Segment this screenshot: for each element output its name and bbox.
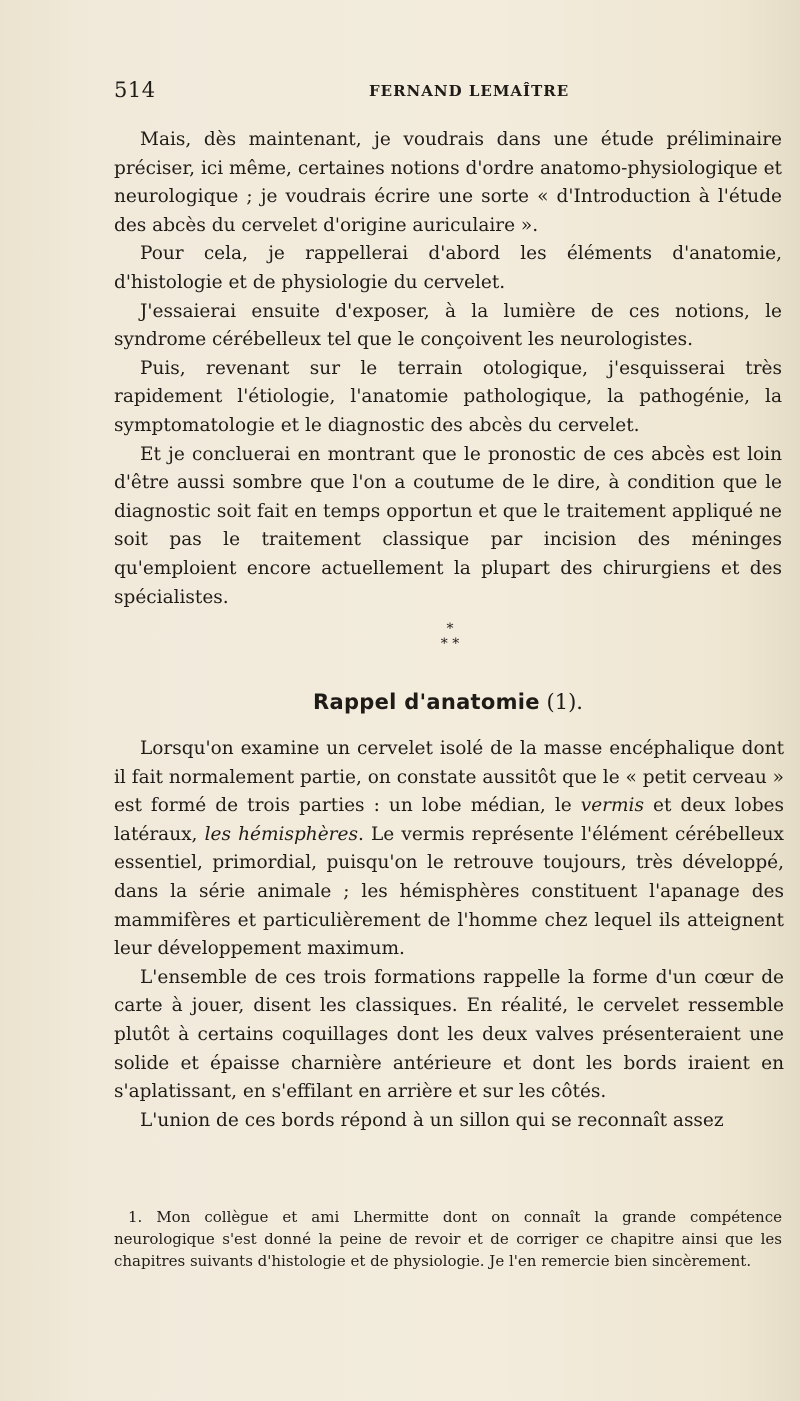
paragraph: L'union de ces bords répond à un sillon qui se reconnaît assez <box>140 1109 724 1131</box>
running-head: FERNAND LEMAÎTRE <box>369 82 570 100</box>
text-run: Lorsqu'on examine un cervelet isolé de la masse encéphalique dont il fait normalement partie, on constate aussitôt que le « petit cerveau » est formé de trois parties : un lobe médian, le <box>114 738 784 817</box>
text-run: . Le vermis représente l'élément cérébelleux essentiel, primordial, puisqu'on le retrouve toujours, très développé, dans la série animale ; les hémisphères constituent l'apanage des mammifères et particulièrement de l'homme chez lequel ils atteignent leur développement maximum. <box>114 823 784 960</box>
paragraph: Et je concluerai en montrant que le pronostic de ces abcès est loin d'être aussi sombre que l'on a coutume de le dire, à condition que le diagnostic soit fait en temps opportun et que le traitement appliqué ne soit pas le traitement classique par incision des méninges qu'emploient encore actuellement la plupart des chirurgiens et des spécialistes. <box>114 443 782 608</box>
anatomy-text <box>114 735 784 1135</box>
section-heading <box>114 690 782 714</box>
footnote-reference: (1). <box>546 690 583 714</box>
footnote <box>114 1206 782 1272</box>
text-run: et deux lobes latéraux, <box>114 795 784 845</box>
page-header <box>114 78 778 104</box>
paragraph: Puis, revenant sur le terrain otologique, j'esquisserai très rapidement l'étiologie, l'anatomie pathologique, la pathogénie, la symptomatologie et le diagnostic des abcès du cervelet. <box>114 357 782 436</box>
paragraph: Pour cela, je rappellerai d'abord les éléments d'anatomie, d'histologie et de physiologie du cervelet. <box>114 243 782 293</box>
footnote-text: Mon collègue et ami Lhermitte dont on connaît la grande compétence neurologique s'est donné la peine de revoir et de corriger ce chapitre ainsi que les chapitres suivants d'histologie et de physiologie. Je l'en remercie bien sincèrement. <box>114 1208 782 1270</box>
page-number: 514 <box>114 78 156 102</box>
asterism-divider <box>420 622 480 662</box>
italic-term-hemispheres: les hémisphères <box>204 823 358 845</box>
asterism-top: * <box>446 621 454 637</box>
italic-term-vermis: vermis <box>580 795 644 817</box>
paragraph: Mais, dès maintenant, je voudrais dans une étude préliminaire préciser, ici même, certaines notions d'ordre anatomo-physiologique et neurologique ; je voudrais écrire une sorte « d'Introduction à l'étude des abcès du cervelet d'origine auriculaire ». <box>114 129 782 236</box>
paragraph: J'essaierai ensuite d'exposer, à la lumière de ces notions, le syndrome cérébelleux tel que le conçoivent les neurologistes. <box>114 300 782 351</box>
intro-text <box>114 126 782 612</box>
paragraph <box>114 735 784 964</box>
paragraph: L'ensemble de ces trois formations rappelle la forme d'un cœur de carte à jouer, disent les classiques. En réalité, le cervelet ressemble plutôt à certains coquillages dont les deux valves présenteraient une solide et épaisse charnière antérieure et dont les bords iraient en s'aplatissant, en s'effilant en arrière et sur les côtés. <box>114 966 784 1103</box>
asterism-bottom: * * <box>440 636 460 652</box>
section-title: Rappel d'anatomie <box>313 690 540 714</box>
footnote-marker: 1. <box>128 1208 143 1226</box>
